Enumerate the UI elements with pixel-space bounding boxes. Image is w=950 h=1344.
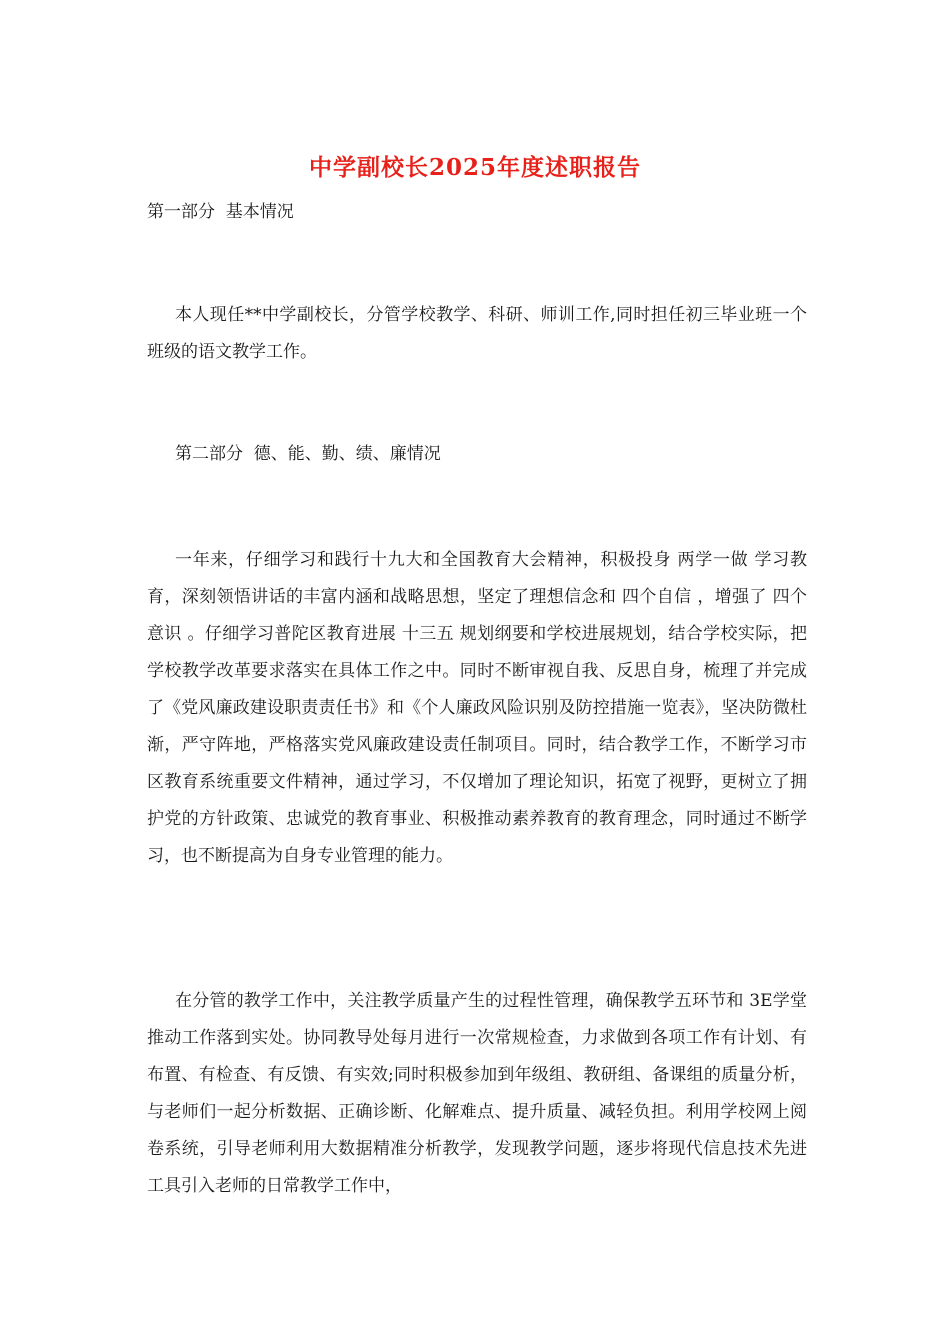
section2-heading: 第二部分 德、能、勤、绩、廉情况 — [175, 444, 441, 464]
section1-paragraph: 本人现任**中学副校长，分管学校教学、科研、师训工作,同时担任初三毕业班一个班级的语文教学工作。 — [147, 305, 807, 362]
document-title: 中学副校长2025年度述职报告 — [308, 154, 641, 181]
section2-paragraph-1: 一年来，仔细学习和践行十九大和全国教育大会精神，积极投身 两学一做 学习教育，深刻领悟讲话的丰富内涵和战略思想，坚定了理想信念和 四个自信 ，增强了 四个意识 。仔细学习普陀区教育进展 十三五 规划纲要和学校进展规划，结合学校实际，把学校教学改革要求落实在具体工作之中。同时不断审视自我、反思自身，梳理了并完成了《党风廉政建设职责责任书》和《个人廉政风险识别及防控措施一览表》，坚决防微杜渐，严守阵地，严格落实党风廉政建设责任制项目。同时，结合教学工作，不断学习市区教育系统重要文件精神，通过学习，不仅增加了理论知识，拓宽了视野，更树立了拥护党的方针政策、忠诚党的教育事业、积极推动素养教育的教育理念，同时通过不断学习，也不断提高为自身专业管理的能力。 — [147, 550, 807, 866]
section1-heading: 第一部分 基本情况 — [147, 202, 294, 222]
section2-paragraph-2: 在分管的教学工作中，关注教学质量产生的过程性管理，确保教学五环节和 3E学堂 推动工作落到实处。协同教导处每月进行一次常规检查，力求做到各项工作有计划、有布置、有检查、有反馈、有实效;同时积极参加到年级组、教研组、备课组的质量分析，与老师们一起分析数据、正确诊断、化解难点、提升质量、减轻负担。利用学校网上阅卷系统，引导老师利用大数据精准分析教学，发现教学问题，逐步将现代信息技术先进工具引入老师的日常教学工作中， — [147, 991, 807, 1196]
